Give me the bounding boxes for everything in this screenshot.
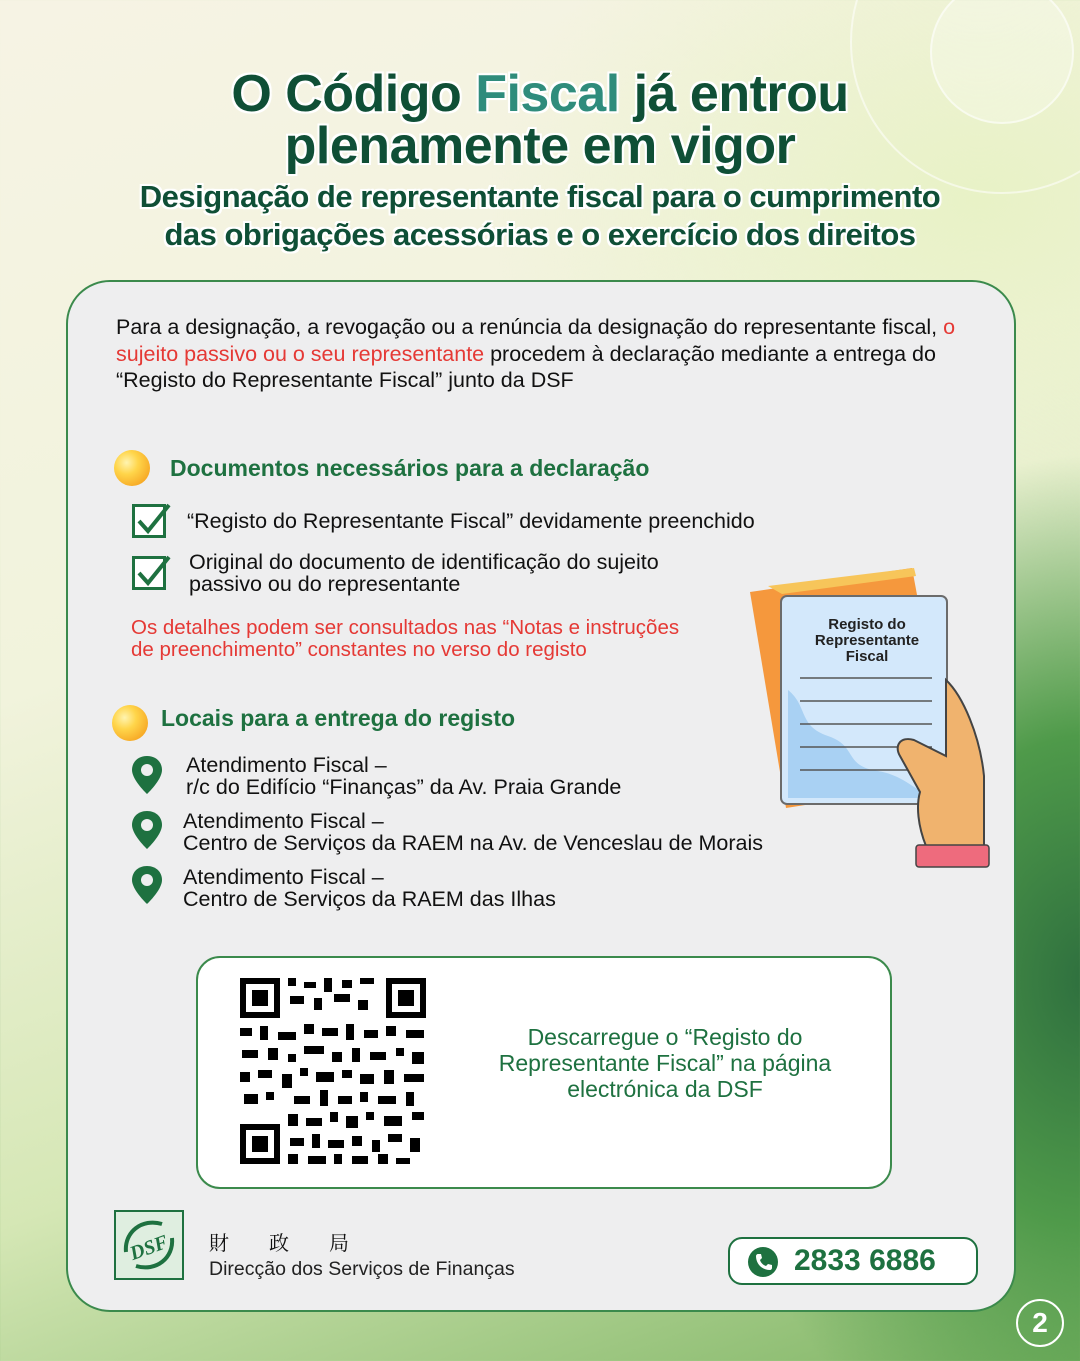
phone-icon <box>748 1247 778 1277</box>
location-pin-icon <box>132 756 162 794</box>
intro-highlight: o sujeito passivo ou o seu representante <box>116 315 956 366</box>
instructions-note: Os detalhes podem ser consultados nas “Notas e instruções de preenchimento” constantes no verso do registo <box>131 616 680 661</box>
qr-code-icon[interactable] <box>234 972 432 1170</box>
document-illustration <box>748 566 993 870</box>
location-pin-icon <box>132 866 162 904</box>
checkbox-checked-icon <box>132 504 166 538</box>
phone-button[interactable] <box>728 1237 978 1285</box>
phone-number: 2833 6886 <box>794 1244 936 1277</box>
checkbox-checked-icon <box>132 556 166 590</box>
bullet-coin-icon <box>112 705 148 741</box>
org-name: Direcção dos Serviços de Finanças <box>209 1258 515 1280</box>
document-item: Original do documento de identificação do sujeito <box>189 550 659 574</box>
org-chinese-name: 財政局 <box>209 1233 389 1255</box>
svg-text:DSF: DSF <box>126 1231 172 1265</box>
subtitle-line2: das obrigações acessórias e o exercício dos direitos <box>164 217 916 252</box>
location-item: Atendimento Fiscal – Centro de Serviços da RAEM na Av. de Venceslau de Morais <box>183 809 764 855</box>
page-title-line1: O Código Fiscal já entrou <box>231 65 849 123</box>
subtitle-line1: Designação de representante fiscal para o cumprimento <box>139 179 941 214</box>
page-number-badge: 2 <box>1016 1299 1064 1347</box>
page-title-line2: plenamente em vigor <box>284 117 796 175</box>
intro-paragraph: Para a designação, a revogação ou a renúncia da designação do representante fiscal, o sujeito passivo ou o seu representante procedem à declaração mediante a entrega do “Registo do Representante Fiscal” junto da DSF <box>116 315 956 392</box>
document-item-cont: passivo ou do representante <box>189 572 461 596</box>
location-pin-icon <box>132 811 162 849</box>
location-item: Atendimento Fiscal – r/c do Edifício “Finanças” da Av. Praia Grande <box>186 753 622 799</box>
location-item: Atendimento Fiscal – Centro de Serviços da RAEM das Ilhas <box>183 865 556 911</box>
documents-heading: Documentos necessários para a declaração <box>170 455 650 481</box>
document-item: “Registo do Representante Fiscal” devidamente preenchido <box>187 509 755 533</box>
download-instructions: Descarregue o “Registo do Representante Fiscal” na página electrónica da DSF <box>498 1024 832 1102</box>
illustration-doc-title: Registo do Representante Fiscal <box>814 616 920 665</box>
locations-heading: Locais para a entrega do registo <box>161 705 516 731</box>
dsf-logo <box>114 1210 184 1280</box>
bullet-coin-icon <box>114 450 150 486</box>
